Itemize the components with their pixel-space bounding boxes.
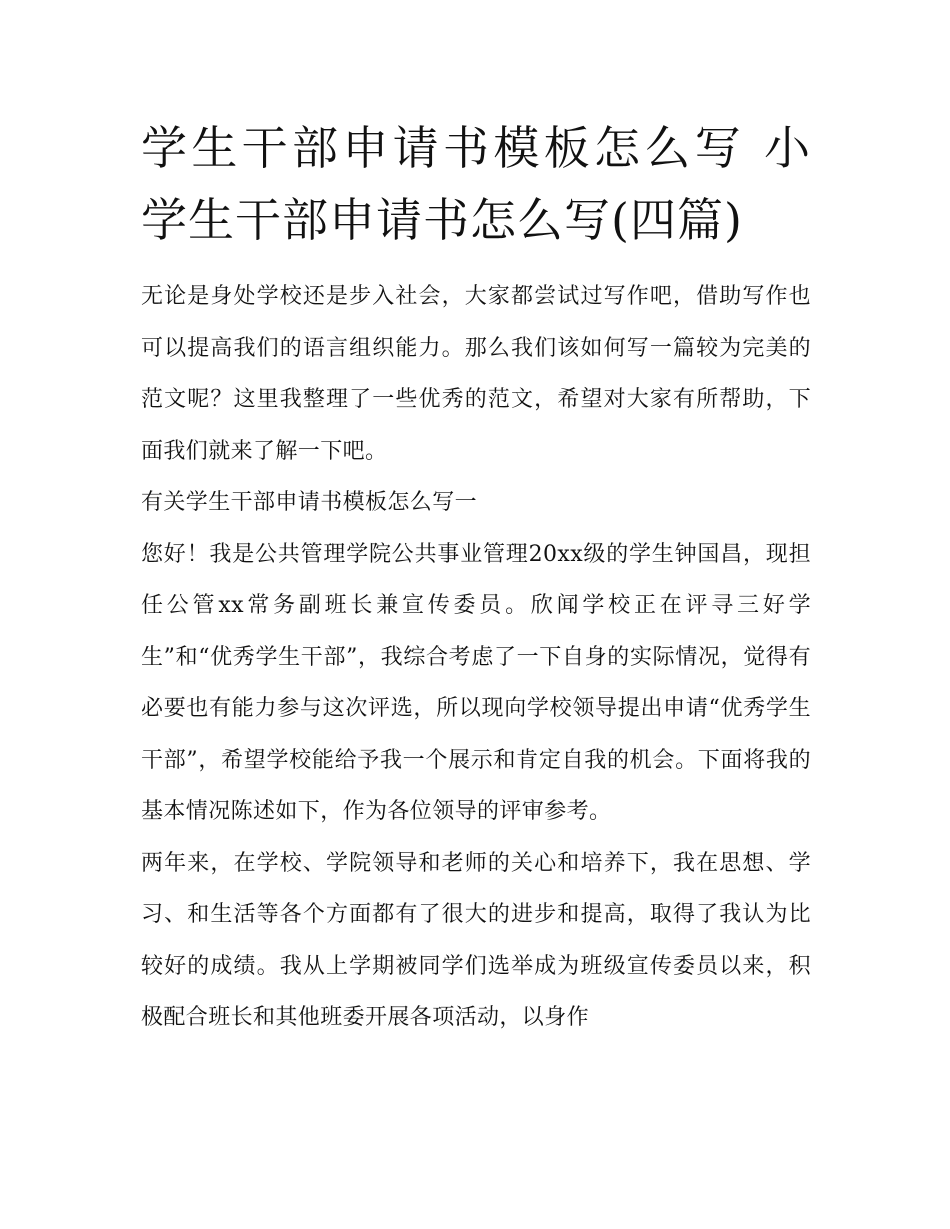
intro-paragraph: 无论是身处学校还是步入社会，大家都尝试过写作吧，借助写作也可以提高我们的语言组织能力。那么我们该如何写一篇较为完美的范文呢？这里我整理了一些优秀的范文，希望对大家有所帮助，下面我们就来了解一下吧。 [141, 284, 811, 464]
document-title: 学生干部申请书模板怎么写 小学生干部申请书怎么写(四篇) [141, 121, 811, 247]
document-content [141, 112, 811, 1044]
section-heading: 有关学生干部申请书模板怎么写一 [141, 490, 478, 515]
body-paragraph: 两年来，在学校、学院领导和老师的关心和培养下，我在思想、学习、和生活等各个方面都有了很大的进步和提高，取得了我认为比较好的成绩。我从上学期被同学们选举成为班级宣传委员以来，积极配合班长和其他班委开展各项活动，以身作 [141, 850, 811, 1030]
document-body [141, 271, 811, 1044]
body-paragraph: 您好！我是公共管理学院公共事业管理20xx级的学生钟国昌，现担任公管xx常务副班长兼宣传委员。欣闻学校正在评寻三好学生”和“优秀学生干部”，我综合考虑了一下自身的实际情况，觉得有必要也有能力参与这次评选，所以现向学校领导提出申请“优秀学生干部”，希望学校能给予我一个展示和肯定自我的机会。下面将我的基本情况陈述如下，作为各位领导的评审参考。 [141, 541, 811, 824]
